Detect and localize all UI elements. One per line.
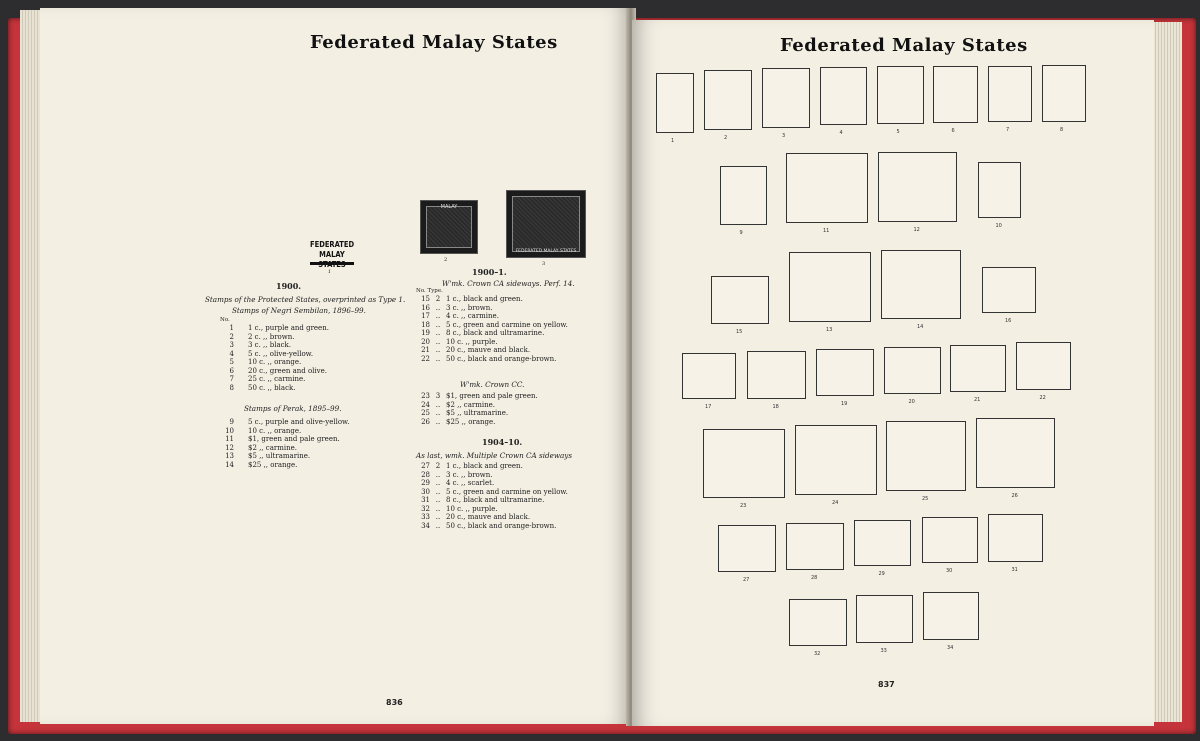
catalogue-row bbox=[220, 341, 291, 350]
catalogue-type: .. bbox=[435, 504, 441, 513]
catalogue-description: 20 c., mauve and black. bbox=[446, 513, 531, 521]
catalogue-row bbox=[416, 312, 499, 321]
stamp-space-number: 24 bbox=[832, 500, 839, 506]
stamp-space-box bbox=[976, 418, 1055, 488]
catalogue-description: 20 c., mauve and black. bbox=[446, 346, 531, 354]
catalogue-number: 4 bbox=[229, 349, 234, 358]
stamp-caption-3: 3 bbox=[542, 261, 546, 267]
catalogue-number: 29 bbox=[421, 479, 430, 487]
catalogue-row bbox=[220, 418, 349, 427]
overprint-rule bbox=[310, 262, 354, 265]
catalogue-number: 16 bbox=[421, 303, 430, 312]
catalogue-type: 3 bbox=[435, 392, 441, 400]
stamp-space-box bbox=[703, 429, 785, 498]
catalogue-row bbox=[220, 333, 295, 342]
catalogue-row bbox=[220, 435, 340, 444]
catalogue-description: 50 c. ,, black. bbox=[248, 383, 296, 392]
sec1-sub2: Stamps of Perak, 1895–99. bbox=[244, 404, 342, 413]
catalogue-description: 10 c. ,, purple. bbox=[446, 337, 498, 346]
catalogue-description: 5 c. ,, olive-yellow. bbox=[248, 349, 314, 358]
catalogue-row bbox=[220, 461, 297, 470]
catalogue-description: 10 c. ,, purple. bbox=[446, 504, 498, 513]
left-page bbox=[40, 8, 630, 724]
catalogue-number: 9 bbox=[229, 418, 234, 426]
catalogue-number: 8 bbox=[229, 383, 234, 392]
catalogue-type: .. bbox=[435, 470, 441, 479]
catalogue-description: 10 c. ,, orange. bbox=[248, 358, 302, 366]
stamp-space-number: 3 bbox=[782, 133, 786, 139]
catalogue-type: 2 bbox=[435, 462, 441, 470]
stamp-space-box bbox=[1016, 342, 1071, 390]
overprint-type-caption: 1 bbox=[328, 269, 332, 275]
stamp-space-box bbox=[656, 73, 694, 133]
catalogue-row bbox=[220, 324, 329, 333]
catalogue-type: .. bbox=[435, 417, 441, 426]
catalogue-number: 30 bbox=[421, 487, 430, 496]
catalogue-type: .. bbox=[435, 337, 441, 346]
stamp-space-number: 14 bbox=[917, 324, 924, 330]
stamp-space-box bbox=[886, 421, 966, 491]
catalogue-type: .. bbox=[435, 521, 441, 530]
catalogue-description: 50 c., black and orange-brown. bbox=[446, 521, 557, 530]
catalogue-row bbox=[416, 522, 556, 531]
stamp-space-number: 23 bbox=[740, 503, 747, 509]
catalogue-row bbox=[416, 338, 498, 347]
catalogue-row bbox=[416, 321, 568, 330]
stamp-space-box bbox=[682, 353, 736, 399]
catalogue-type: 2 bbox=[435, 295, 441, 303]
catalogue-number: 27 bbox=[421, 462, 430, 470]
catalogue-description: 4 c. ,, scarlet. bbox=[446, 479, 495, 487]
catalogue-number: 20 bbox=[421, 337, 430, 346]
catalogue-number: 14 bbox=[225, 460, 234, 469]
catalogue-description: $1, green and pale green. bbox=[446, 392, 538, 400]
catalogue-number: 17 bbox=[421, 312, 430, 320]
sec2-year: 1900–1. bbox=[472, 267, 507, 277]
stamp-space-box bbox=[988, 66, 1032, 122]
catalogue-row bbox=[416, 346, 530, 355]
catalogue-row bbox=[220, 384, 295, 393]
catalogue-row bbox=[416, 496, 544, 505]
catalogue-row bbox=[416, 462, 523, 471]
catalogue-description: $5 ,, ultramarine. bbox=[248, 452, 311, 460]
stamp-space-number: 30 bbox=[946, 568, 953, 574]
catalogue-number: 18 bbox=[421, 320, 430, 329]
catalogue-type: .. bbox=[435, 513, 441, 521]
catalogue-description: 1 c., black and green. bbox=[446, 462, 523, 470]
catalogue-row bbox=[416, 505, 498, 514]
stamp-space-number: 11 bbox=[823, 228, 830, 234]
catalogue-description: 5 c., purple and olive-yellow. bbox=[248, 418, 350, 426]
catalogue-row bbox=[220, 367, 327, 376]
catalogue-description: $2 ,, carmine. bbox=[446, 400, 495, 409]
stamp-space-box bbox=[816, 349, 874, 396]
stamp-space-box bbox=[762, 68, 810, 128]
catalogue-row bbox=[416, 488, 568, 497]
stamp-space-box bbox=[820, 67, 867, 125]
stamp-space-number: 33 bbox=[880, 648, 887, 654]
catalogue-number: 12 bbox=[225, 443, 234, 452]
catalogue-row bbox=[220, 444, 297, 453]
catalogue-row bbox=[220, 358, 301, 367]
stamp-space-number: 29 bbox=[878, 571, 885, 577]
catalogue-description: $5 ,, ultramarine. bbox=[446, 409, 509, 417]
catalogue-description: 50 c., black and orange-brown. bbox=[446, 354, 557, 363]
stamp-space-number: 8 bbox=[1060, 127, 1064, 133]
stamp-space-box bbox=[720, 166, 767, 225]
catalogue-description: 8 c., black and ultramarine. bbox=[446, 329, 545, 337]
catalogue-number: 10 bbox=[225, 426, 234, 435]
catalogue-row bbox=[220, 375, 305, 384]
catalogue-number: 3 bbox=[229, 341, 234, 349]
catalogue-description: $25 ,, orange. bbox=[446, 417, 496, 426]
stamp-space-box bbox=[982, 267, 1036, 313]
catalogue-type: .. bbox=[435, 487, 441, 496]
catalogue-number: 15 bbox=[421, 295, 430, 303]
catalogue-description: 25 c. ,, carmine. bbox=[248, 375, 306, 383]
stamp-space-number: 7 bbox=[1006, 127, 1010, 133]
stamp-space-box bbox=[922, 517, 978, 563]
stamp-space-box bbox=[795, 425, 877, 495]
catalogue-row bbox=[220, 452, 310, 461]
stamp-space-box bbox=[711, 276, 769, 324]
catalogue-type: .. bbox=[435, 409, 441, 417]
catalogue-number: 32 bbox=[421, 504, 430, 513]
stamp-space-number: 6 bbox=[951, 128, 955, 134]
stamp-caption-2: 2 bbox=[444, 257, 448, 263]
catalogue-type: .. bbox=[435, 329, 441, 337]
catalogue-row bbox=[416, 471, 493, 480]
stamp-space-box bbox=[1042, 65, 1086, 122]
stamp-space-number: 16 bbox=[1005, 318, 1012, 324]
stamp-space-box bbox=[856, 595, 913, 643]
stamp-space-number: 31 bbox=[1011, 567, 1018, 573]
stamp-space-number: 19 bbox=[841, 401, 848, 407]
sec1-no-label: No. bbox=[220, 317, 230, 323]
catalogue-row bbox=[416, 401, 495, 410]
stamp-space-number: 34 bbox=[947, 645, 954, 651]
stamp-space-number: 5 bbox=[896, 129, 900, 135]
catalogue-description: 10 c. ,, orange. bbox=[248, 426, 302, 435]
sec3-year: 1904–10. bbox=[482, 437, 523, 447]
sec3-intro: As last, wmk. Multiple Crown CA sideways bbox=[416, 451, 573, 460]
stamp-space-number: 28 bbox=[811, 575, 818, 581]
stamp-space-number: 20 bbox=[908, 399, 915, 405]
catalogue-number: 22 bbox=[421, 354, 430, 363]
left-page-number: 836 bbox=[386, 698, 403, 707]
catalogue-number: 7 bbox=[229, 375, 234, 383]
catalogue-description: 3 c. ,, black. bbox=[248, 341, 292, 349]
catalogue-description: 20 c., green and olive. bbox=[248, 366, 327, 375]
catalogue-number: 26 bbox=[421, 417, 430, 426]
stamp-space-number: 27 bbox=[743, 577, 750, 583]
overprint-illustration: FEDERATED MALAY bbox=[310, 240, 355, 259]
stamp-space-number: 4 bbox=[839, 130, 843, 136]
catalogue-number: 34 bbox=[421, 521, 430, 530]
catalogue-description: 2 c. ,, brown. bbox=[248, 332, 295, 341]
catalogue-row bbox=[416, 329, 544, 338]
catalogue-description: 4 c. ,, carmine. bbox=[446, 312, 499, 320]
catalogue-number: 6 bbox=[229, 366, 234, 375]
stamp-space-box bbox=[933, 66, 978, 123]
stamp-space-number: 15 bbox=[736, 329, 743, 335]
catalogue-type: .. bbox=[435, 346, 441, 354]
catalogue-description: 8 c., black and ultramarine. bbox=[446, 496, 545, 504]
catalogue-type: .. bbox=[435, 303, 441, 312]
catalogue-type: .. bbox=[435, 312, 441, 320]
catalogue-description: 1 c., purple and green. bbox=[248, 324, 329, 332]
stamp-space-box bbox=[786, 153, 868, 223]
catalogue-number: 31 bbox=[421, 496, 430, 504]
stamp-space-number: 2 bbox=[724, 135, 728, 141]
catalogue-row bbox=[416, 295, 523, 304]
catalogue-number: 23 bbox=[421, 392, 430, 400]
catalogue-row bbox=[416, 513, 530, 522]
catalogue-number: 13 bbox=[225, 452, 234, 460]
catalogue-row bbox=[416, 355, 556, 364]
catalogue-type: .. bbox=[435, 354, 441, 363]
catalogue-number: 21 bbox=[421, 346, 430, 354]
stamp-space-box bbox=[877, 66, 924, 124]
left-page-heading: Federated Malay States bbox=[310, 32, 558, 53]
stamp-illustration-type-3: FEDERATED MALAY STATES bbox=[506, 190, 586, 258]
catalogue-description: 5 c., green and carmine on yellow. bbox=[446, 487, 568, 496]
stamp-space-box bbox=[978, 162, 1021, 218]
stamp-space-number: 10 bbox=[995, 223, 1002, 229]
catalogue-row bbox=[416, 304, 493, 313]
catalogue-number: 1 bbox=[229, 324, 234, 332]
stamp-space-number: 17 bbox=[705, 404, 712, 410]
catalogue-type: .. bbox=[435, 479, 441, 487]
stamp-space-box bbox=[786, 523, 844, 570]
stamp-space-number: 25 bbox=[922, 496, 929, 502]
stamp-space-box bbox=[854, 520, 911, 566]
right-page-number: 837 bbox=[878, 680, 895, 689]
catalogue-type: .. bbox=[435, 400, 441, 409]
catalogue-row bbox=[416, 479, 494, 488]
stamp-space-number: 21 bbox=[974, 397, 981, 403]
sec2-wmk2: W'mk. Crown CC. bbox=[460, 380, 525, 389]
catalogue-description: 3 c. ,, brown. bbox=[446, 470, 493, 479]
stamp-illustration-type-2: MALAY bbox=[420, 200, 478, 254]
catalogue-description: $2 ,, carmine. bbox=[248, 443, 297, 452]
catalogue-description: $1, green and pale green. bbox=[248, 435, 340, 443]
catalogue-row bbox=[220, 350, 313, 359]
sec1-year: 1900. bbox=[276, 281, 302, 291]
stamp-space-number: 13 bbox=[826, 327, 833, 333]
catalogue-row bbox=[416, 418, 495, 427]
catalogue-description: 5 c., green and carmine on yellow. bbox=[446, 320, 568, 329]
catalogue-row bbox=[416, 392, 538, 401]
catalogue-type: .. bbox=[435, 320, 441, 329]
stamp-space-box bbox=[988, 514, 1043, 562]
catalogue-number: 33 bbox=[421, 513, 430, 521]
stamp-space-number: 1 bbox=[671, 138, 675, 144]
stamp-space-box bbox=[923, 592, 979, 640]
right-page bbox=[632, 20, 1154, 726]
catalogue-description: 3 c. ,, brown. bbox=[446, 303, 493, 312]
stamp-space-box bbox=[881, 250, 961, 319]
catalogue-number: 2 bbox=[229, 332, 234, 341]
stamp-space-number: 32 bbox=[814, 651, 821, 657]
stamp-space-box bbox=[747, 351, 806, 399]
sec2-header: No. Type. bbox=[416, 288, 443, 294]
stamp-space-box bbox=[789, 252, 871, 322]
catalogue-number: 11 bbox=[225, 435, 234, 443]
catalogue-number: 25 bbox=[421, 409, 430, 417]
catalogue-description: $25 ,, orange. bbox=[248, 460, 298, 469]
sec1-sub1: Stamps of Negri Sembilan, 1896–99. bbox=[232, 306, 366, 315]
stamp-space-number: 12 bbox=[913, 227, 920, 233]
page-edges-right bbox=[1152, 22, 1182, 722]
stamp-space-box bbox=[878, 152, 957, 222]
catalogue-number: 19 bbox=[421, 329, 430, 337]
stamp-space-number: 9 bbox=[739, 230, 743, 236]
stamp-space-box bbox=[950, 345, 1006, 392]
catalogue-row bbox=[416, 409, 508, 418]
catalogue-description: 1 c., black and green. bbox=[446, 295, 523, 303]
stamp-space-number: 26 bbox=[1011, 493, 1018, 499]
catalogue-number: 24 bbox=[421, 400, 430, 409]
stamp-space-box bbox=[789, 599, 847, 646]
right-page-heading: Federated Malay States bbox=[780, 35, 1028, 56]
catalogue-row bbox=[220, 427, 301, 436]
stamp-space-box bbox=[718, 525, 776, 572]
sec1-intro: Stamps of the Protected States, overprinted as Type 1. bbox=[205, 295, 406, 304]
catalogue-number: 28 bbox=[421, 470, 430, 479]
stamp-space-box bbox=[884, 347, 941, 394]
sec2-intro: W'mk. Crown CA sideways. Perf. 14. bbox=[442, 279, 575, 288]
catalogue-type: .. bbox=[435, 496, 441, 504]
stamp-space-box bbox=[704, 70, 752, 130]
stamp-space-number: 22 bbox=[1039, 395, 1046, 401]
stamp-space-number: 18 bbox=[772, 404, 779, 410]
catalogue-number: 5 bbox=[229, 358, 234, 366]
